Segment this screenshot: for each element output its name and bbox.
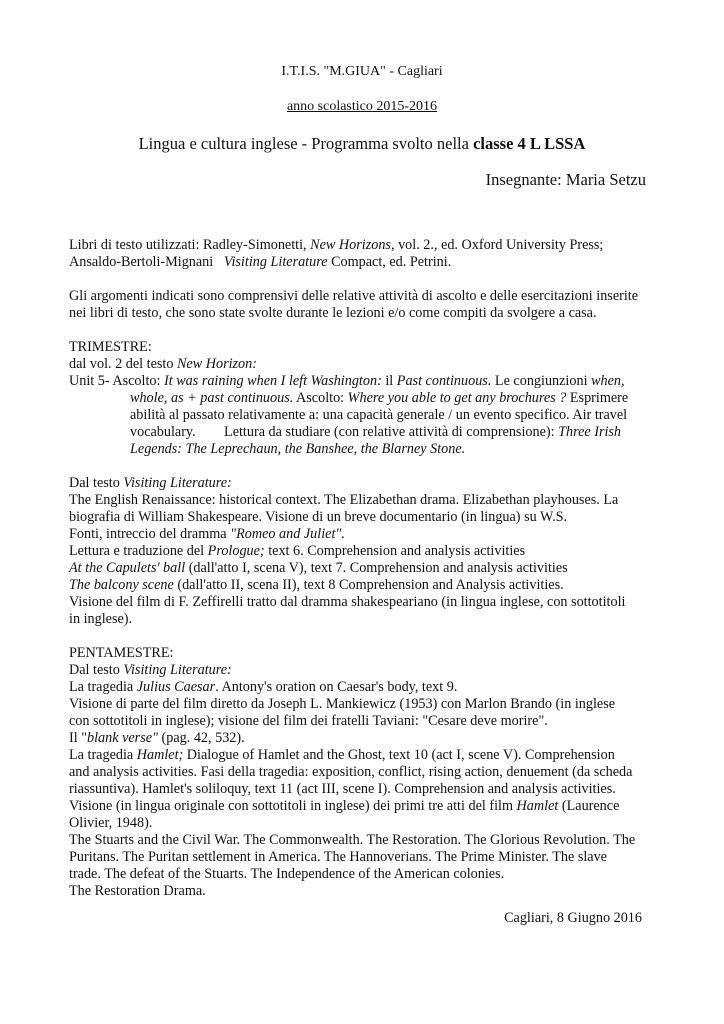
trimestre-heading: TRIMESTRE:	[69, 339, 152, 355]
hamlet-line-2: and analysis activities. Fasi della tragedia: exposition, conflict, rising action, denuement (da scheda	[69, 764, 633, 780]
visiting-literature-source: Dal testo Visiting Literature:	[69, 475, 232, 491]
intro-line-1: Gli argomenti indicati sono comprensivi delle relative attività di ascolto e delle esercitazioni inserite	[69, 288, 639, 304]
intro-line-2: nei libri di testo, che sono state svolte durante le lezioni e/o come compiti da svolgere a casa.	[69, 305, 597, 321]
renaissance-line-2: biografia di William Shakespeare. Visione di un breve documentario (in lingua) su W.S.	[69, 509, 568, 525]
school-name: I.T.I.S. "M.GIUA" - Cagliari	[281, 64, 443, 79]
hamlet-line-3: riassuntiva). Hamlet's soliloquy, text 11 (act III, scene I). Comprehension and analysis activities.	[69, 781, 616, 797]
teacher-name: Insegnante: Maria Setzu	[485, 170, 646, 189]
unit5-line-1: Unit 5- Ascolto: It was raining when I left Washington: il Past continuous. Le congiunzioni when,	[69, 373, 625, 389]
unit5-line-5: Legends: The Leprechaun, the Banshee, the Blarney Stone.	[130, 441, 466, 457]
zeffirelli-line-1: Visione del film di F. Zeffirelli tratto dal dramma shakespeariano (in lingua inglese, con sottotitoli	[69, 594, 626, 610]
hamlet-line-1: La tragedia Hamlet; Dialogue of Hamlet and the Ghost, text 10 (act I, scene V). Comprehension	[69, 747, 615, 763]
capulets-ball-line: At the Capulets' ball (dall'atto I, scena V), text 7. Comprehension and analysis activities	[69, 560, 568, 576]
julius-caesar-line: La tragedia Julius Caesar. Antony's oration on Caesar's body, text 9.	[69, 679, 458, 695]
unit5-line-4: vocabulary. Lettura da studiare (con relative attività di comprensione): Three Irish	[130, 424, 622, 440]
romeo-juliet-line: Fonti, intreccio del dramma "Romeo and Juliet".	[69, 526, 345, 542]
program-body	[69, 237, 669, 900]
stuarts-line-1: The Stuarts and the Civil War. The Commonwealth. The Restoration. The Glorious Revolution. The	[69, 832, 636, 848]
textbooks-line-2: Ansaldo-Bertoli-Mignani Visiting Literature Compact, ed. Petrini.	[69, 254, 452, 270]
pentamestre-source: Dal testo Visiting Literature:	[69, 662, 232, 678]
prologue-line: Lettura e traduzione del Prologue; text 6. Comprehension and analysis activities	[69, 543, 526, 559]
renaissance-line-1: The English Renaissance: historical context. The Elizabethan drama. Elizabethan playhouses. La	[69, 492, 619, 508]
trimestre-source: dal vol. 2 del testo New Horizon:	[69, 356, 257, 372]
zeffirelli-line-2: in inglese).	[69, 611, 133, 627]
place-and-date: Cagliari, 8 Giugno 2016	[504, 910, 642, 926]
pentamestre-heading: PENTAMESTRE:	[69, 645, 174, 661]
mankiewicz-line-1: Visione di parte del film diretto da Joseph L. Mankiewicz (1953) con Marlon Brando (in inglese	[69, 696, 616, 712]
hamlet-line-5: Olivier, 1948).	[69, 815, 153, 831]
stuarts-line-3: trade. The defeat of the Stuarts. The Independence of the American colonies.	[69, 866, 505, 882]
unit5-line-3: abilità al passato relativamente a: una capacità generale / un evento specifico. Air travel	[130, 407, 628, 423]
document-title: Lingua e cultura inglese - Programma svolto nella classe 4 L LSSA	[138, 134, 586, 153]
class-name: classe 4 L LSSA	[473, 134, 586, 153]
restoration-drama-line: The Restoration Drama.	[69, 883, 206, 899]
balcony-scene-line: The balcony scene (dall'atto II, scena II), text 8 Comprehension and Analysis activities.	[69, 577, 564, 593]
textbooks-line-1: Libri di testo utilizzati: Radley-Simonetti, New Horizons, vol. 2., ed. Oxford University Press;	[69, 237, 604, 253]
unit5-line-2: whole, as + past continuous. Ascolto: Where you able to get any brochures ? Esprimere	[130, 390, 629, 406]
mankiewicz-line-2: con sottotitoli in inglese); visione del film dei fratelli Taviani: "Cesare deve morire".	[69, 713, 548, 729]
blank-verse-line: Il "blank verse" (pag. 42, 532).	[69, 730, 245, 746]
school-year: anno scolastico 2015-2016	[286, 99, 438, 114]
stuarts-line-2: Puritans. The Puritan settlement in America. The Hannoverians. The Prime Minister. The slave	[69, 849, 607, 865]
hamlet-line-4: Visione (in lingua originale con sottotitoli in inglese) dei primi tre atti del film Hamlet (Laurence	[69, 798, 620, 814]
